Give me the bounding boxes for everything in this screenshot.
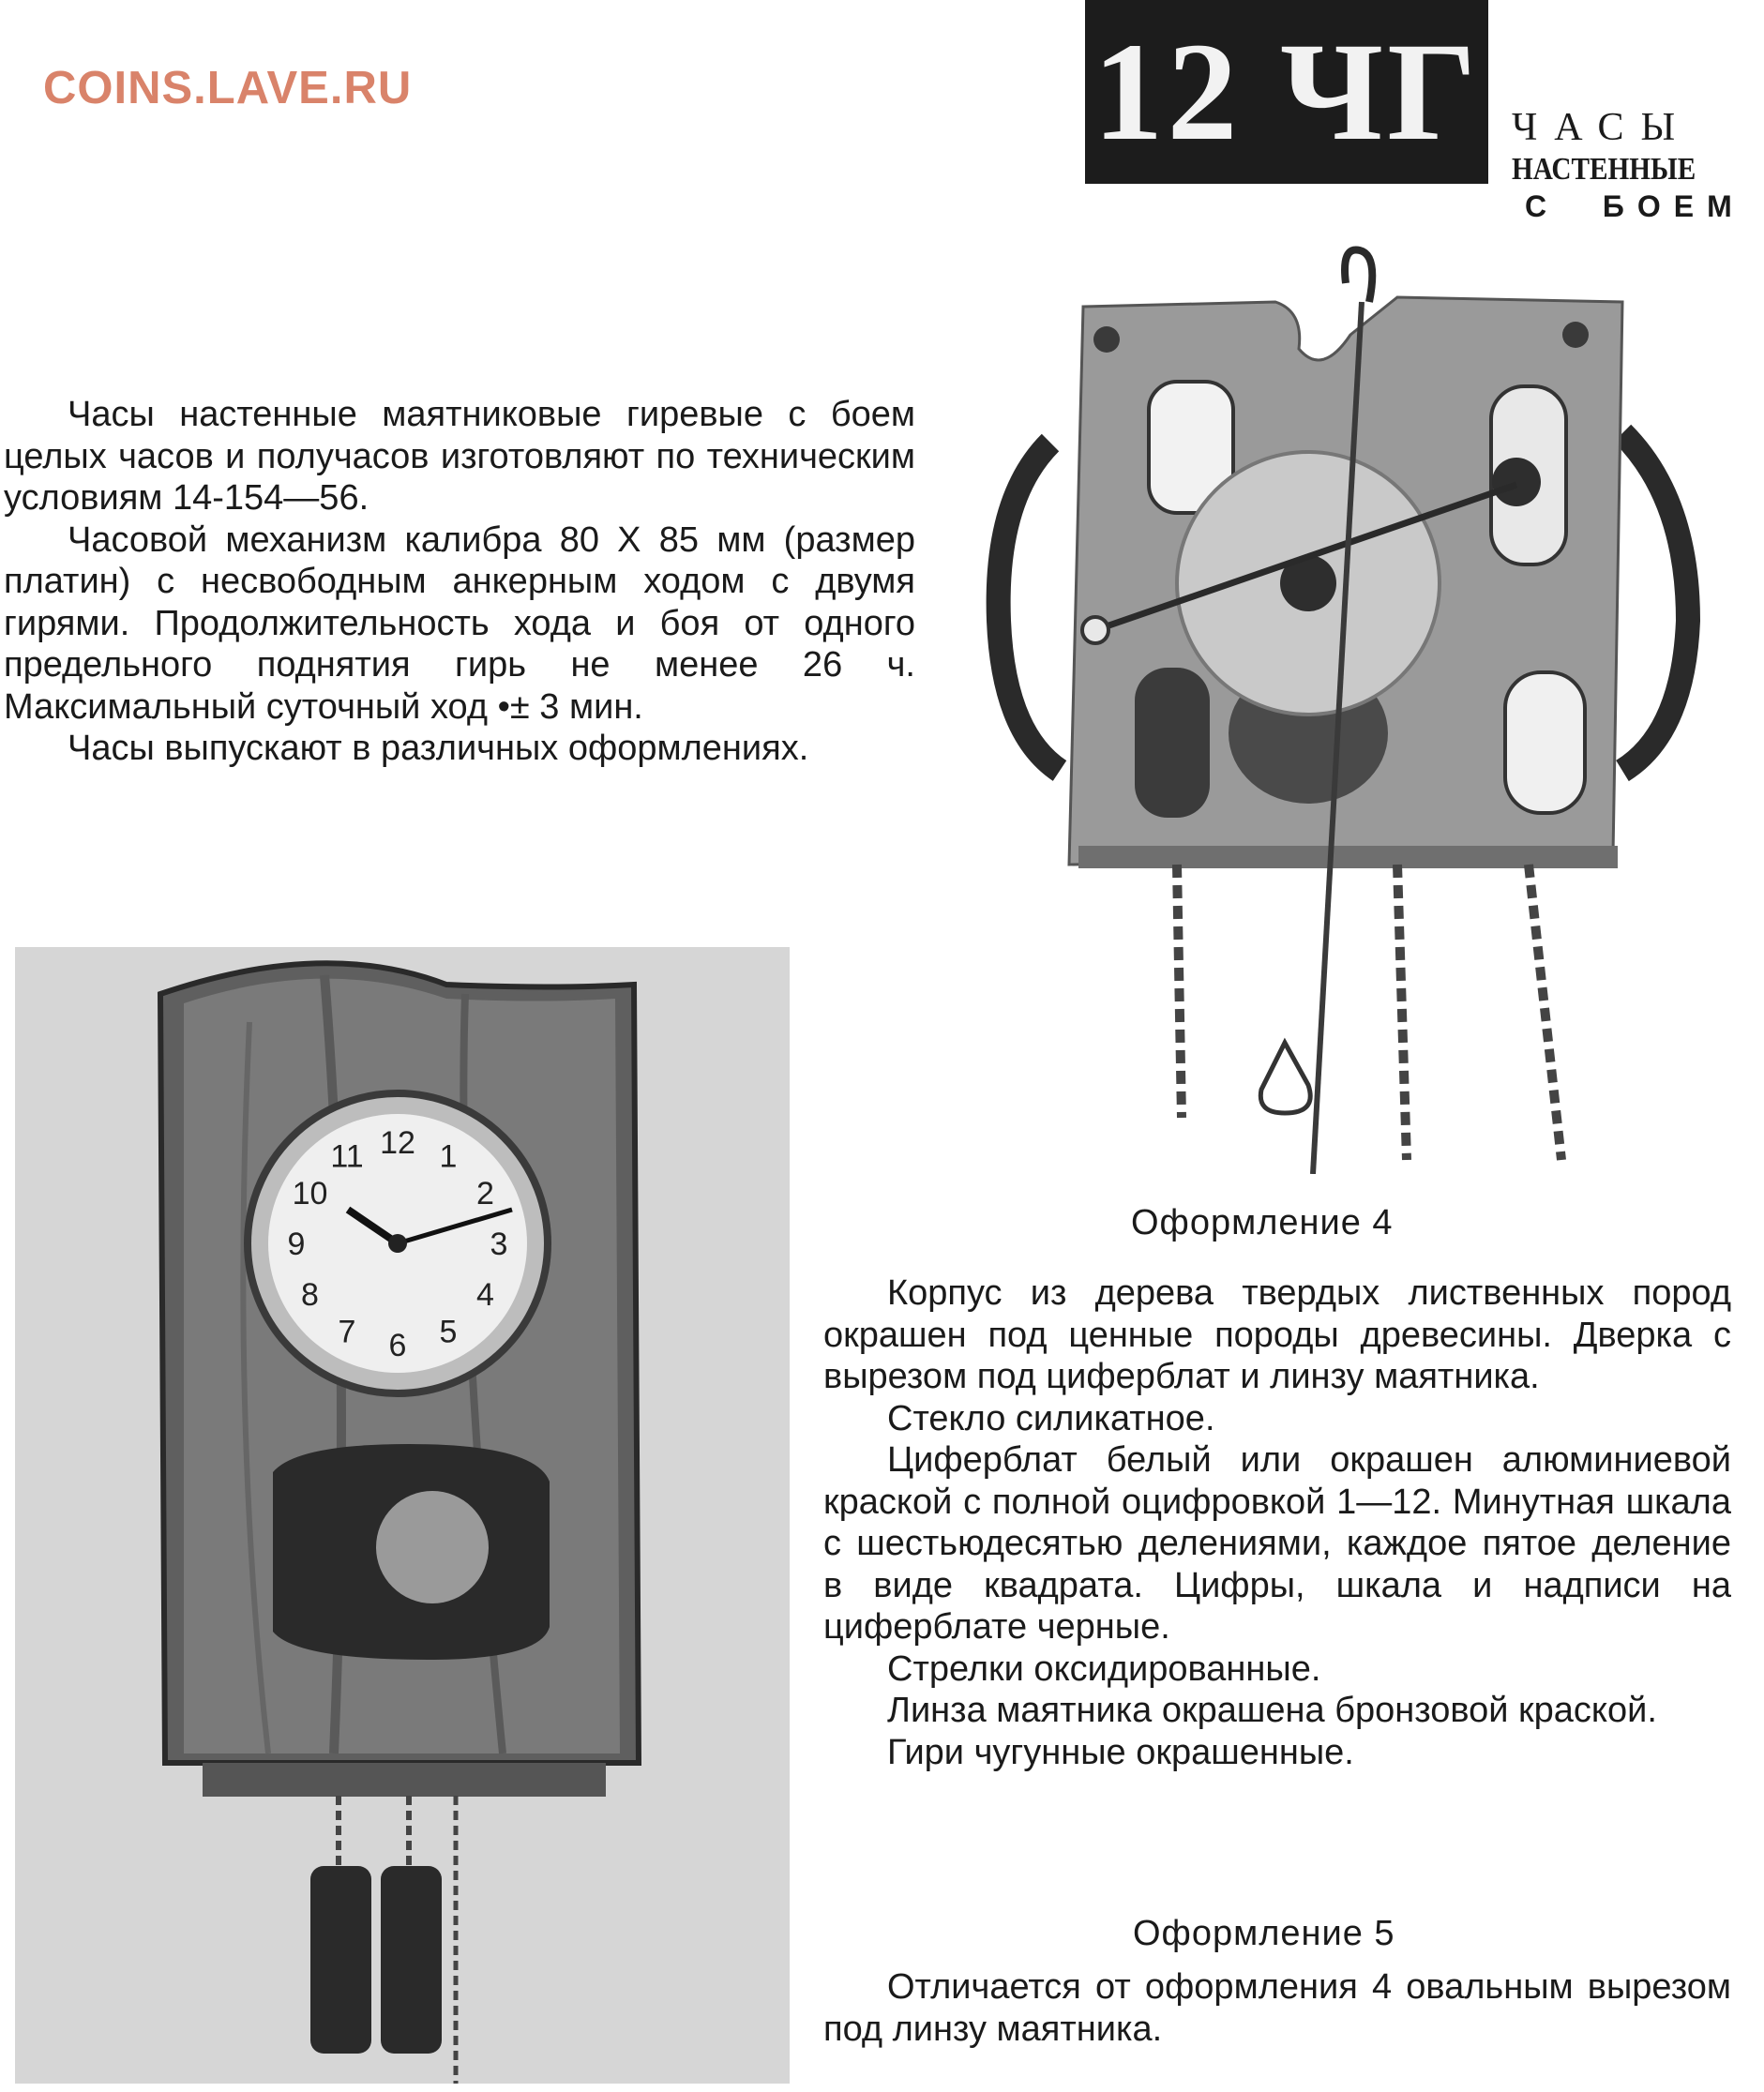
model-code-plate [1085, 0, 1488, 184]
design-4-text [823, 1272, 1731, 1773]
intro-paragraph-1: Часы настенные маятниковые гиревые с боем целых часов и получасов изготовляют по техническим условиям 14-154—56. [4, 395, 915, 518]
wall-clock-illustration [15, 947, 790, 2084]
product-title [1512, 105, 1756, 224]
design-4-paragraph-1: Корпус из дерева твердых лиственных пород окрашен под ценные породы древесины. Дверка с вырезом под циферблат и линзу маятника. [823, 1273, 1731, 1396]
design-4-paragraph-6: Гири чугунные окрашенные. [887, 1732, 1354, 1772]
intro-paragraph-3: Часы выпускают в различных оформлениях. [68, 729, 809, 768]
title-line-2: НАСТЕННЫЕ [1512, 152, 1696, 187]
wall-clock-photo [15, 947, 790, 2084]
model-code: 12 ЧГ [1093, 14, 1481, 170]
clock-numeral: 7 [338, 1314, 356, 1350]
design-5-text [823, 1966, 1731, 2050]
clock-numeral: 2 [476, 1176, 494, 1212]
design-5-caption: Оформление 5 [1133, 1914, 1395, 1953]
design-4-paragraph-3: Циферблат белый или окрашен алюминиевой краской с полной оцифровкой 1—12. Минутная шкала с шестьюдесятью делениями, каждое пятое деление в виде квадрата. Цифры, шкала и надписи на циферблате черные. [823, 1440, 1731, 1647]
clock-numeral: 8 [301, 1277, 319, 1313]
clock-numeral: 9 [287, 1227, 306, 1262]
clock-numeral: 12 [380, 1125, 415, 1161]
title-line-3: С БОЕМ [1525, 189, 1745, 223]
clock-numeral: 11 [330, 1138, 364, 1175]
clock-numeral: 10 [292, 1176, 328, 1212]
intro-text [4, 394, 915, 770]
clock-numeral: 6 [388, 1328, 407, 1363]
watermark: COINS.LAVE.RU [43, 63, 413, 113]
clock-numeral: 4 [476, 1277, 494, 1313]
design-4-paragraph-4: Стрелки оксидированные. [887, 1648, 1321, 1689]
movement-photo [975, 246, 1716, 1174]
intro-paragraph-2: Часовой механизм калибра 80 Х 85 мм (размер платин) с несвободным анкерным ходом с двумя гирями. Продолжительность хода и боя от одного предельного поднятия гирь не менее 26 ч. Максимальный суточный ход •± 3 мин. [4, 519, 915, 727]
clock-numeral: 3 [490, 1227, 508, 1262]
design-5-paragraph-1: Отличается от оформления 4 овальным вырезом под линзу маятника. [823, 1967, 1731, 2049]
clock-numeral: 1 [439, 1138, 458, 1175]
design-4-caption: Оформление 4 [1131, 1203, 1394, 1242]
design-4-paragraph-2: Стекло силикатное. [887, 1398, 1215, 1438]
movement-illustration [975, 246, 1716, 1174]
design-4-paragraph-5: Линза маятника окрашена бронзовой краской. [887, 1691, 1657, 1730]
title-line-1: ЧАСЫ [1512, 106, 1693, 149]
clock-numeral: 5 [439, 1314, 458, 1350]
